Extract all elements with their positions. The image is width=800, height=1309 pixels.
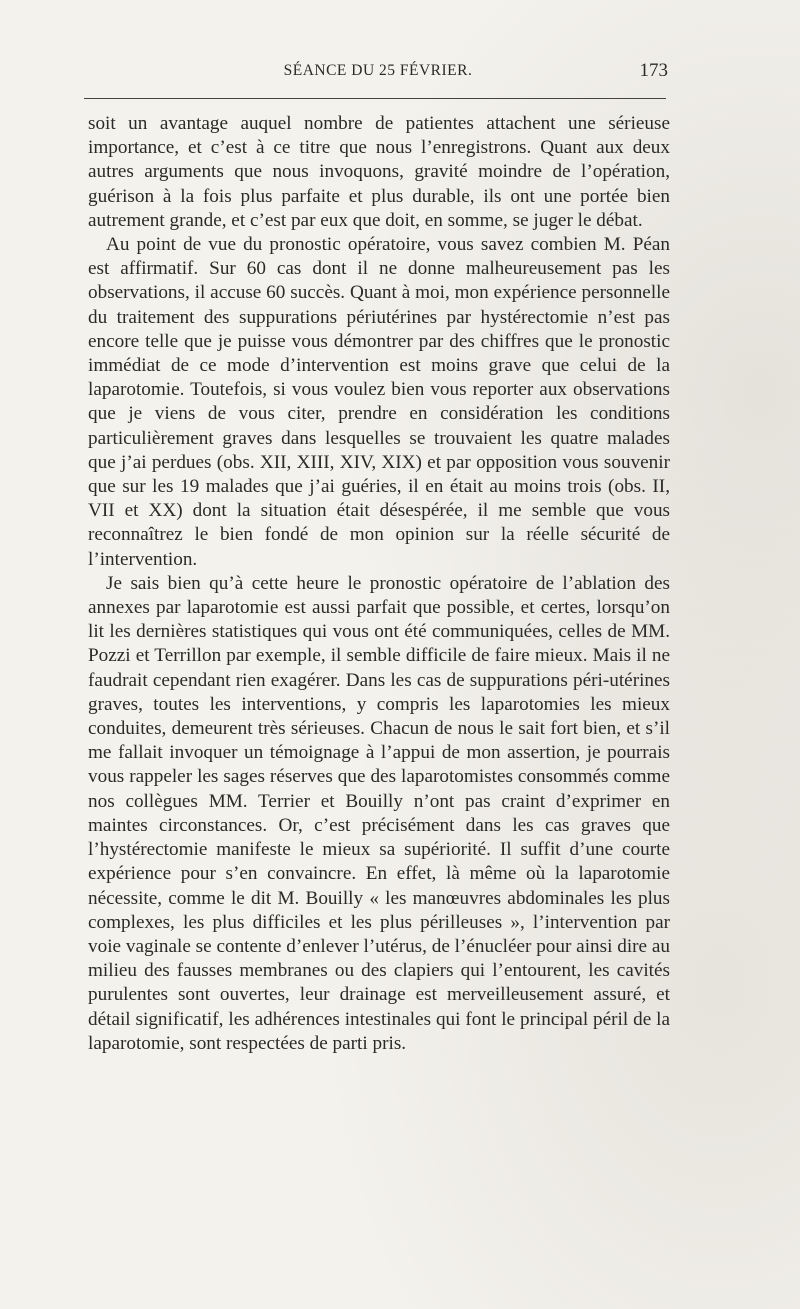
header-rule: [84, 98, 666, 99]
running-head-title: SÉANCE DU 25 FÉVRIER.: [283, 62, 473, 79]
page-number: 173: [639, 60, 668, 81]
paragraph-3: Je sais bien qu’à cette heure le pronostic opératoire de l’ablation des annexes par laparotomie est aussi parfait que possible, et certes, lorsqu’on lit les dernières statistiques qui vous ont été communiquées, celles de MM. Pozzi et Terrillon par exemple, il semble difficile de faire mieux. Mais il ne faudrait cependant rien exagérer. Dans les cas de suppurations péri-utérines graves, toutes les interventions, y compris les laparotomies les mieux conduites, demeurent très sérieuses. Chacun de nous le sait fort bien, et s’il me fallait invoquer un témoignage à l’appui de mon assertion, je pourrais vous rappeler les sages réserves que des laparotomistes consommés comme nos collègues MM. Terrier et Bouilly n’ont pas craint d’exprimer en maintes circonstances. Or, c’est précisément dans les cas graves que l’hystérectomie manifeste le mieux sa supériorité. Il suffit d’une courte expérience pour s’en convaincre. En effet, là même où la laparotomie nécessite, comme le dit M. Bouilly « les manœuvres abdominales les plus complexes, les plus difficiles et les plus périlleuses », l’intervention par voie vaginale se contente d’enlever l’utérus, de l’énucléer pour ainsi dire au milieu des fausses membranes ou des clapiers qui l’entourent, les cavités purulentes sont ouvertes, leur drainage est merveilleusement assuré, et détail significatif, les adhérences intestinales qui font le principal péril de la laparotomie, sont respectées de parti pris.: [88, 572, 670, 1054]
paragraph-2: Au point de vue du pronostic opératoire, vous savez combien M. Péan est affirmatif. Sur 60 cas dont il ne donne malheureusement pas les observations, il accuse 60 succès. Quant à moi, mon expérience personnelle du traitement des suppurations périutérines par hystérectomie n’est pas encore telle que je puisse vous démontrer par des chiffres que le pronostic immédiat de ce mode d’intervention est moins grave que celui de la laparotomie. Toutefois, si vous voulez bien vous reporter aux observations que je viens de vous citer, prendre en considération les conditions particulièrement graves dans lesquelles se trouvaient les quatre malades que j’ai perdues (obs. XII, XIII, XIV, XIX) et par opposition vous souvenir que sur les 19 malades que j’ai guéries, il en était au moins trois (obs. II, VII et XX) dont la situation était désespérée, il me semble que vous reconnaîtrez le bien fondé de mon opinion sur la réelle sécurité de l’intervention.: [88, 234, 670, 570]
paragraph-1: soit un avantage auquel nombre de patientes attachent une sérieuse importance, et c’est à ce titre que nous l’enregistrons. Quant aux deux autres arguments que nous invoquons, gravité moindre de l’opération, guérison à la fois plus parfaite et plus durable, ils ont une portée bien autrement grande, et c’est par eux que doit, en somme, se juger le débat.: [88, 113, 670, 231]
body-text: [88, 112, 670, 1056]
running-head: [88, 62, 668, 86]
